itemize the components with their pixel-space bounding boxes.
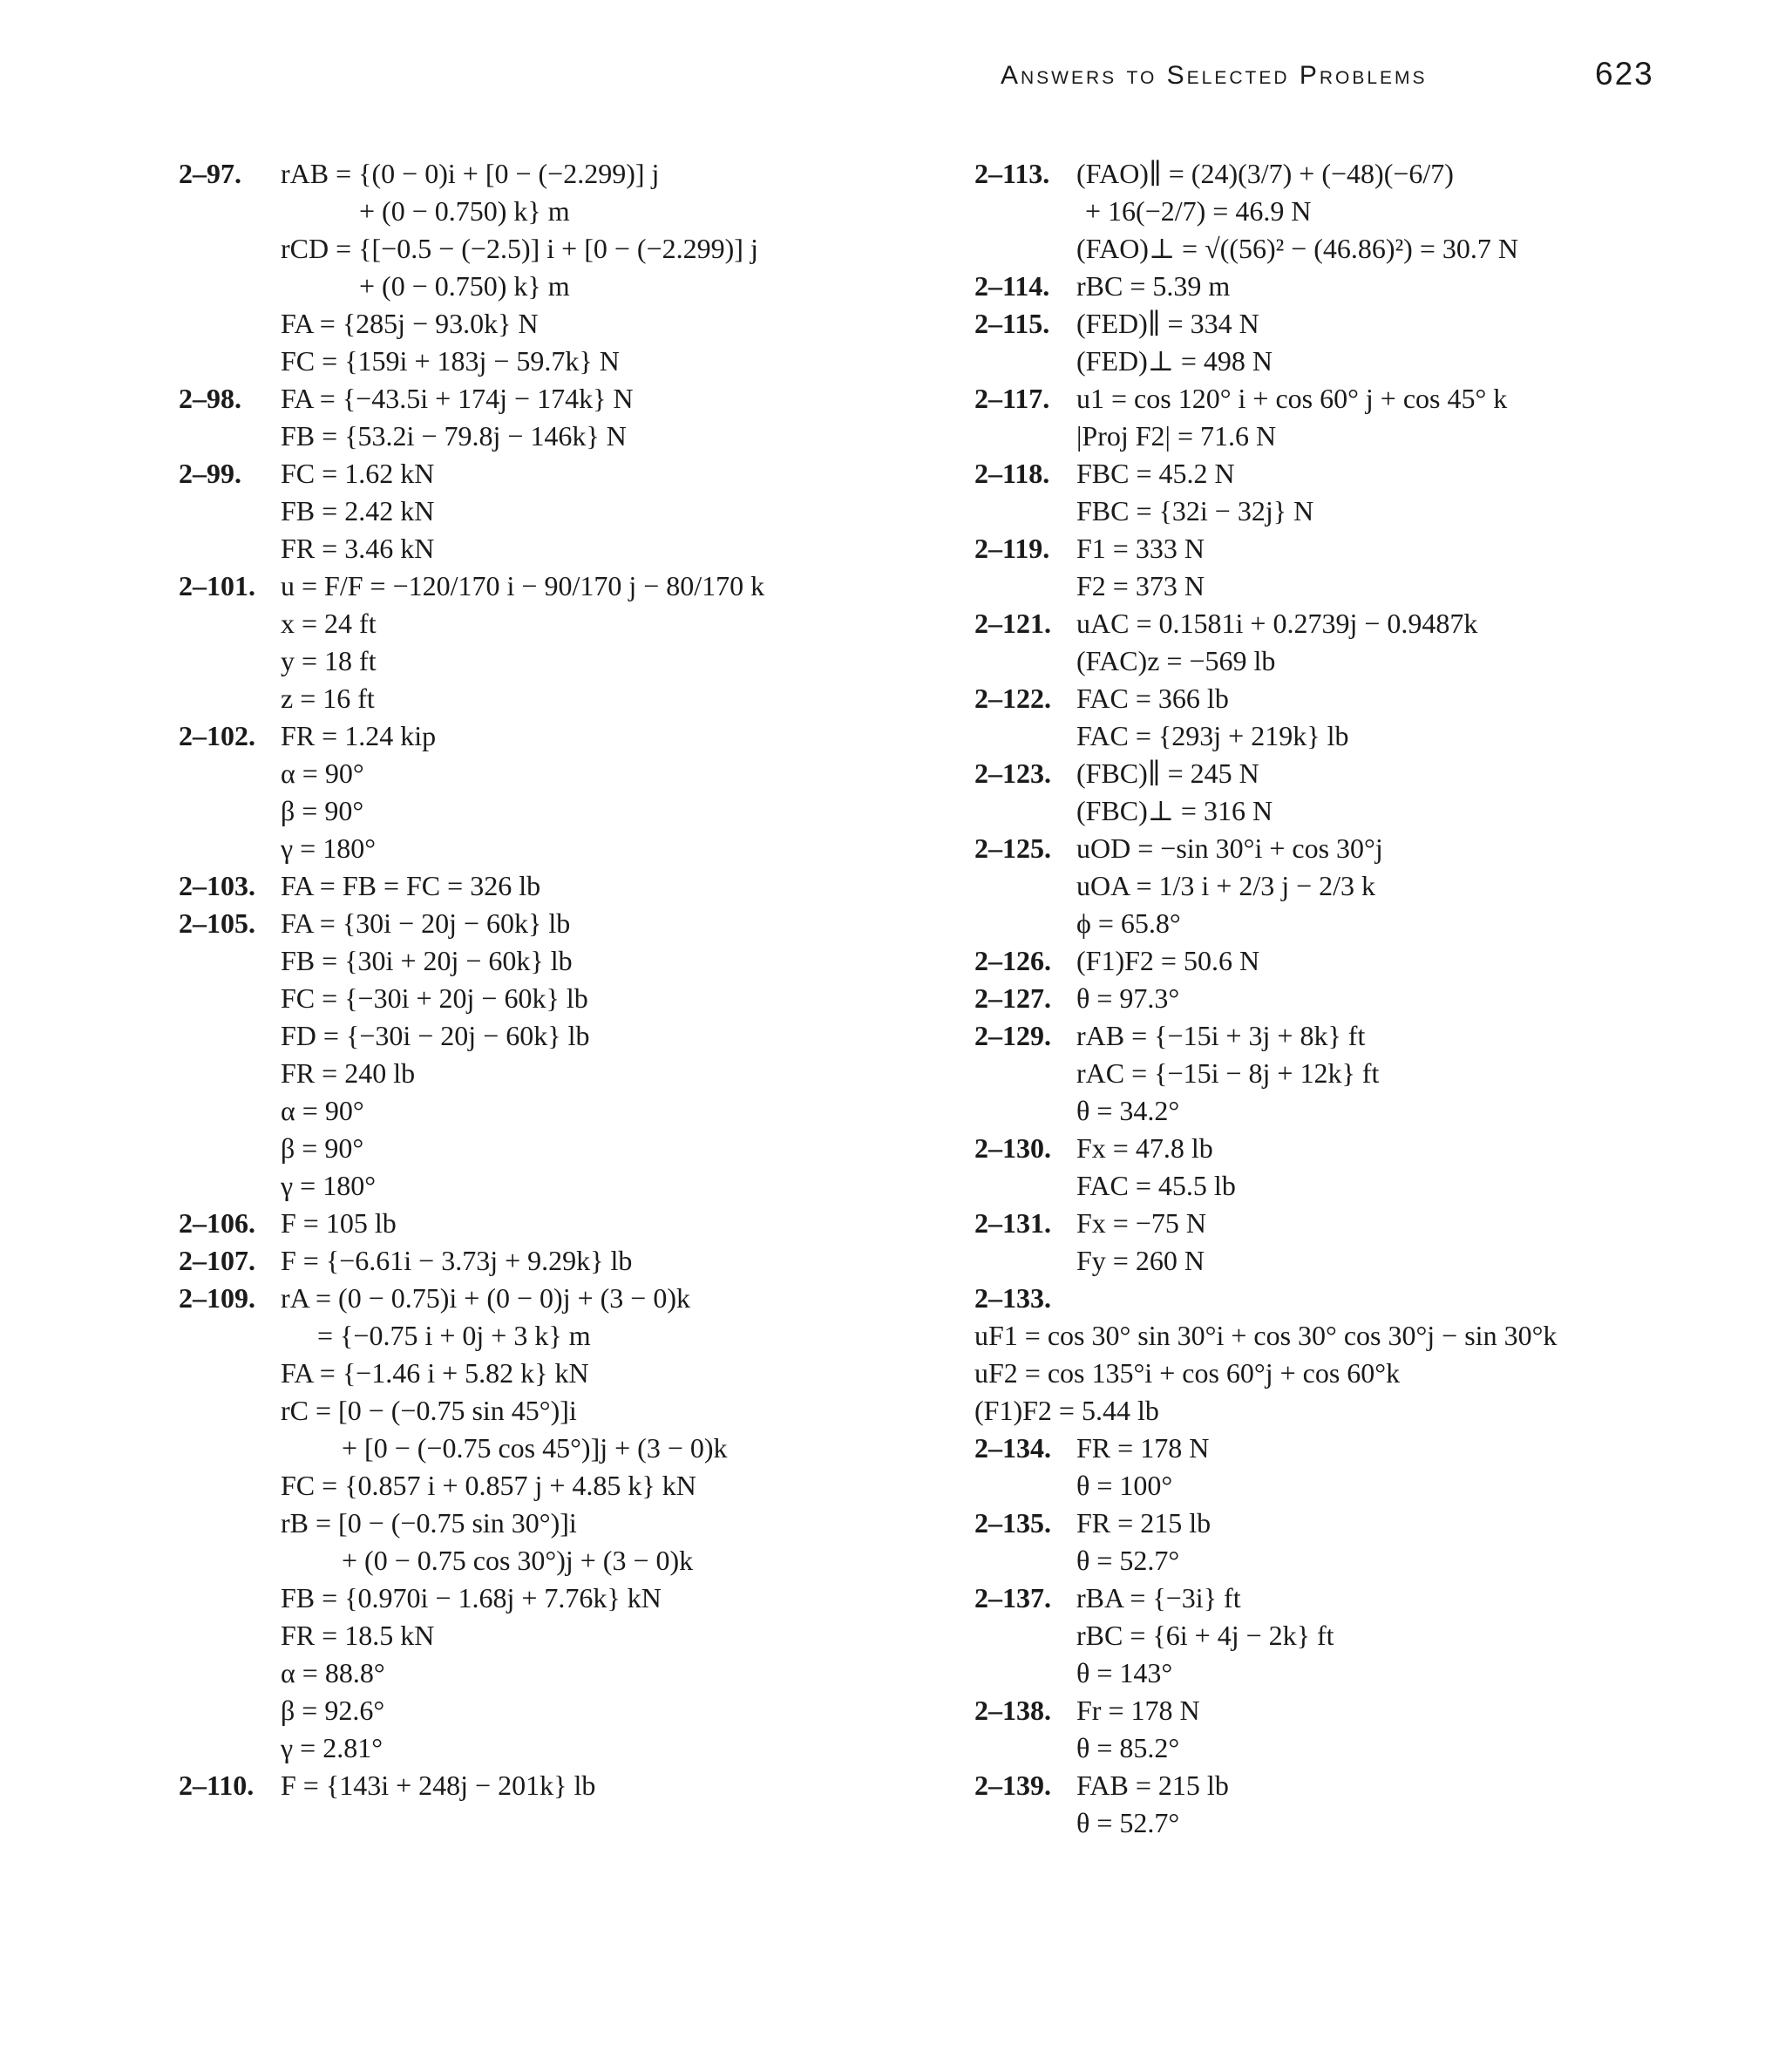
answer-text: Fx = 47.8 lb — [1076, 1132, 1213, 1164]
problem-number: 2–107. — [179, 1245, 255, 1276]
problem-number — [974, 1617, 1076, 1654]
answer-line — [179, 717, 963, 755]
answer-line — [974, 1055, 1759, 1092]
answer-line — [974, 605, 1759, 642]
answer-line — [179, 1505, 963, 1542]
answer-text: rB = [0 − (−0.75 sin 30°)]i — [281, 1507, 577, 1539]
problem-number: 2–139. — [974, 1770, 1051, 1801]
problem-number — [179, 1467, 281, 1505]
answer-line — [179, 305, 963, 343]
problem-number: 2–98. — [179, 383, 241, 414]
answer-text: FR = 18.5 kN — [281, 1620, 435, 1651]
answer-text: θ = 85.2° — [1076, 1732, 1180, 1763]
answer-text: (FAO)∥ = (24)(3/7) + (−48)(−6/7) — [1076, 158, 1454, 189]
answer-text: FR = 215 lb — [1076, 1507, 1211, 1539]
answer-text: Fy = 260 N — [1076, 1245, 1205, 1276]
answer-line — [179, 380, 963, 418]
problem-number — [974, 1055, 1076, 1092]
answer-text: F = 105 lb — [281, 1207, 397, 1239]
answer-line — [179, 1692, 963, 1729]
answer-line — [179, 1205, 963, 1242]
problem-number: 2–118. — [974, 458, 1050, 489]
answer-text: FBC = {32i − 32j} N — [1076, 495, 1314, 526]
problem-number — [179, 1355, 281, 1392]
answer-line — [179, 1055, 963, 1092]
answer-text: rBC = {6i + 4j − 2k} ft — [1076, 1620, 1334, 1651]
answers-column-right — [974, 155, 1759, 1842]
problem-number: 2–113. — [974, 158, 1050, 189]
problem-number: 2–122. — [974, 683, 1051, 714]
answer-text: θ = 97.3° — [1076, 982, 1180, 1014]
problem-number: 2–106. — [179, 1207, 255, 1239]
answer-line — [179, 905, 963, 942]
answer-text: β = 90° — [281, 795, 364, 826]
answer-text: = {−0.75 i + 0j + 3 k} m — [317, 1320, 591, 1351]
answer-line — [974, 980, 1759, 1017]
problem-number — [179, 1430, 281, 1467]
answer-text: z = 16 ft — [281, 683, 375, 714]
answer-text: γ = 180° — [281, 1170, 376, 1201]
answer-text: FA = FB = FC = 326 lb — [281, 870, 541, 901]
answer-line — [179, 1542, 963, 1579]
answer-text: FR = 240 lb — [281, 1057, 416, 1089]
answer-line — [179, 1167, 963, 1205]
answer-line — [179, 1130, 963, 1167]
problem-number — [179, 942, 281, 980]
problem-number: 2–126. — [974, 945, 1051, 976]
answer-text: FAC = 366 lb — [1076, 683, 1229, 714]
answer-line — [179, 1579, 963, 1617]
answer-text: γ = 180° — [281, 832, 376, 864]
answer-text: uOA = 1/3 i + 2/3 j − 2/3 k — [1076, 870, 1376, 901]
answer-line — [179, 942, 963, 980]
answer-text: ϕ = 65.8° — [1076, 907, 1181, 939]
answer-text: γ = 2.81° — [281, 1732, 383, 1763]
answer-text: Fr = 178 N — [1076, 1695, 1200, 1726]
answer-text: y = 18 ft — [281, 645, 377, 676]
answer-text: α = 90° — [281, 1095, 364, 1126]
answer-text: (FED)⊥ = 498 N — [1076, 345, 1273, 377]
problem-number — [974, 1242, 1076, 1280]
problem-number — [974, 343, 1076, 380]
answer-line — [179, 230, 963, 268]
problem-number: 2–135. — [974, 1507, 1051, 1539]
answer-line — [179, 193, 963, 230]
answer-line — [179, 1317, 963, 1355]
problem-number — [974, 193, 1076, 230]
answer-text: rAB = {−15i + 3j + 8k} ft — [1076, 1020, 1366, 1051]
answer-line — [179, 530, 963, 567]
answer-line — [974, 1430, 1759, 1467]
problem-number: 2–131. — [974, 1207, 1051, 1239]
problem-number — [179, 1729, 281, 1767]
problem-number — [974, 493, 1076, 530]
problem-number — [179, 1654, 281, 1692]
problem-number: 2–123. — [974, 757, 1051, 789]
answer-text: FC = {159i + 183j − 59.7k} N — [281, 345, 620, 377]
answer-text: (FAO)⊥ = √((56)² − (46.86)²) = 30.7 N — [1076, 233, 1518, 264]
problem-number — [179, 1130, 281, 1167]
problem-number: 2–129. — [974, 1020, 1051, 1051]
answer-text: FA = {30i − 20j − 60k} lb — [281, 907, 571, 939]
problem-number: 2–115. — [974, 308, 1050, 339]
answer-text: x = 24 ft — [281, 608, 377, 639]
answer-line — [974, 755, 1759, 792]
problem-number — [179, 305, 281, 343]
answer-text: (FAC)z = −569 lb — [1076, 645, 1276, 676]
problem-number: 2–134. — [974, 1432, 1051, 1464]
problem-number — [179, 1505, 281, 1542]
answer-line — [179, 1617, 963, 1654]
problem-number — [179, 980, 281, 1017]
answer-line — [974, 493, 1759, 530]
problem-number: 2–117. — [974, 383, 1050, 414]
answer-line — [179, 1392, 963, 1430]
answer-line — [974, 193, 1759, 230]
answer-line — [179, 155, 963, 193]
answer-text: FA = {285j − 93.0k} N — [281, 308, 539, 339]
answer-line — [179, 1467, 963, 1505]
problem-number — [974, 867, 1076, 905]
answer-line — [974, 455, 1759, 493]
answer-text: FB = {53.2i − 79.8j − 146k} N — [281, 420, 627, 452]
answer-line — [974, 1729, 1759, 1767]
problem-number — [974, 1654, 1076, 1692]
problem-number: 2–130. — [974, 1132, 1051, 1164]
problem-number — [974, 1729, 1076, 1767]
problem-number — [179, 1392, 281, 1430]
problem-number: 2–114. — [974, 270, 1050, 302]
problem-number: 2–102. — [179, 720, 255, 751]
answer-text: FD = {−30i − 20j − 60k} lb — [281, 1020, 590, 1051]
answer-line — [974, 905, 1759, 942]
answer-text: rBC = 5.39 m — [1076, 270, 1231, 302]
answer-line — [974, 1130, 1759, 1167]
problem-number: 2–121. — [974, 608, 1051, 639]
answer-line — [974, 155, 1759, 193]
answer-text: FA = {−43.5i + 174j − 174k} N — [281, 383, 634, 414]
answer-text: FAC = {293j + 219k} lb — [1076, 720, 1349, 751]
problem-number — [974, 567, 1076, 605]
answer-text: uF2 = cos 135°i + cos 60°j + cos 60°k — [974, 1357, 1401, 1389]
answer-line — [179, 1430, 963, 1467]
problem-number — [179, 1167, 281, 1205]
answer-text: + (0 − 0.75 cos 30°)j + (3 − 0)k — [342, 1545, 694, 1576]
problem-number — [179, 642, 281, 680]
answer-text: (F1)F2 = 5.44 lb — [974, 1395, 1159, 1426]
problem-number — [179, 1692, 281, 1729]
answer-line — [179, 792, 963, 830]
answer-line — [179, 755, 963, 792]
problem-number — [179, 1017, 281, 1055]
answer-line — [179, 418, 963, 455]
answer-line — [974, 1692, 1759, 1729]
problem-number — [179, 680, 281, 717]
answer-text: FR = 3.46 kN — [281, 533, 435, 564]
problem-number: 2–127. — [974, 982, 1051, 1014]
answer-text: FA = {−1.46 i + 5.82 k} kN — [281, 1357, 589, 1389]
answer-line — [974, 1280, 1759, 1317]
answer-text: θ = 52.7° — [1076, 1807, 1180, 1838]
answer-text: FC = 1.62 kN — [281, 458, 435, 489]
answer-line — [974, 1205, 1759, 1242]
answer-line — [974, 343, 1759, 380]
problem-number — [974, 642, 1076, 680]
answer-text: rC = [0 − (−0.75 sin 45°)]i — [281, 1395, 577, 1426]
answer-text: β = 92.6° — [281, 1695, 385, 1726]
problem-number — [179, 605, 281, 642]
problem-number — [179, 1317, 281, 1355]
answer-line — [179, 980, 963, 1017]
answer-line — [974, 530, 1759, 567]
answer-text: + 16(−2/7) = 46.9 N — [1085, 195, 1312, 227]
answer-line — [974, 1505, 1759, 1542]
problem-number — [974, 1092, 1076, 1130]
answer-text: u1 = cos 120° i + cos 60° j + cos 45° k — [1076, 383, 1508, 414]
answer-line — [179, 493, 963, 530]
answer-line — [179, 455, 963, 493]
answer-line — [974, 567, 1759, 605]
problem-number — [179, 1542, 281, 1579]
problem-number — [974, 1467, 1076, 1505]
answer-line — [974, 1355, 1759, 1392]
problem-number: 2–105. — [179, 907, 255, 939]
answer-line — [974, 867, 1759, 905]
problem-number: 2–103. — [179, 870, 255, 901]
answer-text: Fx = −75 N — [1076, 1207, 1206, 1239]
answer-text: rA = (0 − 0.75)i + (0 − 0)j + (3 − 0)k — [281, 1282, 690, 1314]
answer-line — [179, 1767, 963, 1804]
answer-text: rBA = {−3i} ft — [1076, 1582, 1241, 1613]
page-number: 623 — [1595, 56, 1654, 92]
answer-text: (F1)F2 = 50.6 N — [1076, 945, 1260, 976]
answer-text: FR = 178 N — [1076, 1432, 1210, 1464]
problem-number — [974, 230, 1076, 268]
answer-line — [179, 1017, 963, 1055]
problem-number: 2–119. — [974, 533, 1050, 564]
answer-text: uF1 = cos 30° sin 30°i + cos 30° cos 30°j − sin 30°k — [974, 1320, 1558, 1351]
answer-text: F2 = 373 N — [1076, 570, 1205, 601]
problem-number: 2–109. — [179, 1282, 255, 1314]
answer-line — [179, 1242, 963, 1280]
answer-line — [974, 717, 1759, 755]
answer-text: FC = {0.857 i + 0.857 j + 4.85 k} kN — [281, 1470, 696, 1501]
answer-text: θ = 143° — [1076, 1657, 1173, 1688]
answer-text: u = F/F = −120/170 i − 90/170 j − 80/170 k — [281, 570, 765, 601]
answer-line — [179, 605, 963, 642]
problem-number — [974, 1542, 1076, 1579]
answer-text: F1 = 333 N — [1076, 533, 1205, 564]
problem-number: 2–101. — [179, 570, 255, 601]
problem-number: 2–138. — [974, 1695, 1051, 1726]
answer-text: F = {143i + 248j − 201k} lb — [281, 1770, 596, 1801]
answer-text: (FBC)∥ = 245 N — [1076, 757, 1259, 789]
answer-line — [179, 1092, 963, 1130]
answer-line — [974, 1167, 1759, 1205]
answer-line — [974, 1467, 1759, 1505]
problem-number: 2–125. — [974, 832, 1051, 864]
answer-text: θ = 34.2° — [1076, 1095, 1180, 1126]
problem-number — [179, 830, 281, 867]
answer-line — [974, 230, 1759, 268]
answer-line — [179, 343, 963, 380]
running-header-title: Answers to Selected Problems — [1001, 61, 1428, 90]
answer-line — [974, 1542, 1759, 1579]
answer-text: FB = {0.970i − 1.68j + 7.76k} kN — [281, 1582, 662, 1613]
answer-text: + [0 − (−0.75 cos 45°)]j + (3 − 0)k — [342, 1432, 728, 1464]
answer-line — [179, 1355, 963, 1392]
answer-line — [974, 792, 1759, 830]
answer-line — [974, 1579, 1759, 1617]
answer-text: FAB = 215 lb — [1076, 1770, 1229, 1801]
answer-text: θ = 52.7° — [1076, 1545, 1180, 1576]
answer-text: FR = 1.24 kip — [281, 720, 437, 751]
answer-line — [179, 567, 963, 605]
answer-text: FC = {−30i + 20j − 60k} lb — [281, 982, 588, 1014]
answer-line — [179, 1729, 963, 1767]
problem-number — [974, 792, 1076, 830]
problem-number — [179, 418, 281, 455]
answer-text: |Proj F2| = 71.6 N — [1076, 420, 1277, 452]
answer-line — [974, 942, 1759, 980]
problem-number — [179, 1579, 281, 1617]
problem-number: 2–110. — [179, 1770, 255, 1801]
answer-line — [974, 1392, 1759, 1430]
answer-line — [974, 1654, 1759, 1692]
answer-text: β = 90° — [281, 1132, 364, 1164]
answer-line — [974, 305, 1759, 343]
answer-line — [179, 268, 963, 305]
problem-number — [974, 1167, 1076, 1205]
answer-text: rAC = {−15i − 8j + 12k} ft — [1076, 1057, 1380, 1089]
problem-number — [179, 1055, 281, 1092]
problem-number — [179, 755, 281, 792]
answers-column-left — [179, 155, 963, 1804]
answer-line — [974, 380, 1759, 418]
problem-number — [179, 343, 281, 380]
answer-text: θ = 100° — [1076, 1470, 1173, 1501]
answer-text: uOD = −sin 30°i + cos 30°j — [1076, 832, 1383, 864]
answer-line — [179, 1654, 963, 1692]
problem-number — [974, 418, 1076, 455]
answer-line — [974, 680, 1759, 717]
problem-number: 2–137. — [974, 1582, 1051, 1613]
answer-text: FB = {30i + 20j − 60k} lb — [281, 945, 573, 976]
problem-number — [974, 1804, 1076, 1842]
answer-line — [974, 1317, 1759, 1355]
problem-number — [179, 1617, 281, 1654]
answer-line — [974, 418, 1759, 455]
answer-line — [179, 1280, 963, 1317]
problem-number: 2–99. — [179, 458, 241, 489]
answer-text: FAC = 45.5 lb — [1076, 1170, 1236, 1201]
problem-number — [179, 493, 281, 530]
answer-line — [179, 830, 963, 867]
problem-number — [974, 717, 1076, 755]
problem-number — [179, 230, 281, 268]
problem-number — [179, 193, 281, 230]
answer-line — [179, 680, 963, 717]
answer-line — [974, 1017, 1759, 1055]
problem-number — [179, 268, 281, 305]
answer-text: FB = 2.42 kN — [281, 495, 435, 526]
answer-text: FBC = 45.2 N — [1076, 458, 1235, 489]
answer-line — [974, 830, 1759, 867]
answer-line — [974, 1617, 1759, 1654]
answer-text: rAB = {(0 − 0)i + [0 − (−2.299)] j — [281, 158, 660, 189]
problem-number — [974, 905, 1076, 942]
problem-number — [179, 530, 281, 567]
answer-line — [179, 642, 963, 680]
answer-text: rCD = {[−0.5 − (−2.5)] i + [0 − (−2.299)] j — [281, 233, 758, 264]
problem-number — [179, 1092, 281, 1130]
answer-text: (FBC)⊥ = 316 N — [1076, 795, 1273, 826]
answer-text: α = 88.8° — [281, 1657, 385, 1688]
answer-line — [974, 1242, 1759, 1280]
answer-line — [974, 1767, 1759, 1804]
answer-line — [974, 642, 1759, 680]
problem-number: 2–97. — [179, 158, 241, 189]
answer-line — [974, 268, 1759, 305]
answer-text: F = {−6.61i − 3.73j + 9.29k} lb — [281, 1245, 633, 1276]
answer-line — [974, 1804, 1759, 1842]
problem-number: 2–133. — [974, 1282, 1051, 1314]
answer-line — [179, 867, 963, 905]
answer-text: α = 90° — [281, 757, 364, 789]
answer-line — [974, 1092, 1759, 1130]
answer-text: (FED)∥ = 334 N — [1076, 308, 1259, 339]
answer-text: + (0 − 0.750) k} m — [359, 195, 570, 227]
answer-text: uAC = 0.1581i + 0.2739j − 0.9487k — [1076, 608, 1478, 639]
answer-text: + (0 − 0.750) k} m — [359, 270, 570, 302]
problem-number — [179, 792, 281, 830]
